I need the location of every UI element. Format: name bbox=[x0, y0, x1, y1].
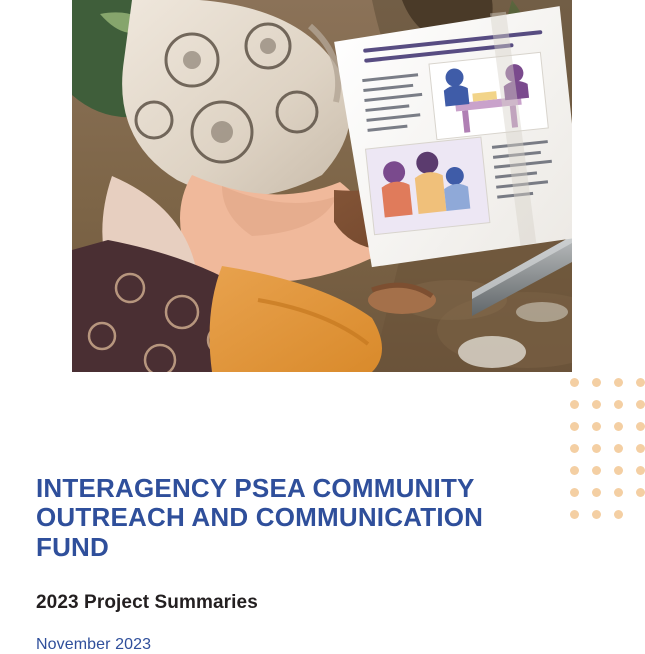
dot bbox=[636, 400, 645, 409]
cover-photo-image bbox=[72, 0, 572, 372]
dot bbox=[592, 488, 601, 497]
dot bbox=[592, 466, 601, 475]
dot bbox=[570, 400, 579, 409]
dot bbox=[614, 378, 623, 387]
dot bbox=[614, 510, 623, 519]
dot bbox=[570, 466, 579, 475]
dot bbox=[636, 422, 645, 431]
page-subtitle: 2023 Project Summaries bbox=[36, 592, 258, 614]
dot-grid-decoration bbox=[570, 372, 645, 532]
dot bbox=[636, 444, 645, 453]
dot bbox=[636, 488, 645, 497]
dot bbox=[614, 422, 623, 431]
dot bbox=[570, 444, 579, 453]
cover-photo bbox=[72, 0, 572, 372]
dot bbox=[570, 488, 579, 497]
dot bbox=[614, 400, 623, 409]
dot bbox=[592, 510, 601, 519]
dot bbox=[636, 378, 645, 387]
dot bbox=[636, 466, 645, 475]
dot bbox=[570, 422, 579, 431]
dot bbox=[592, 444, 601, 453]
dot bbox=[592, 400, 601, 409]
page-title: INTERAGENCY PSEA COMMUNITY OUTREACH AND COMMUNICATION FUND bbox=[36, 473, 484, 562]
publication-date: November 2023 bbox=[36, 636, 152, 654]
dot bbox=[570, 378, 579, 387]
dot bbox=[592, 422, 601, 431]
cover-title-block bbox=[36, 474, 556, 654]
dot bbox=[614, 466, 623, 475]
dot bbox=[614, 488, 623, 497]
dot bbox=[614, 444, 623, 453]
dot bbox=[570, 510, 579, 519]
dot bbox=[592, 378, 601, 387]
